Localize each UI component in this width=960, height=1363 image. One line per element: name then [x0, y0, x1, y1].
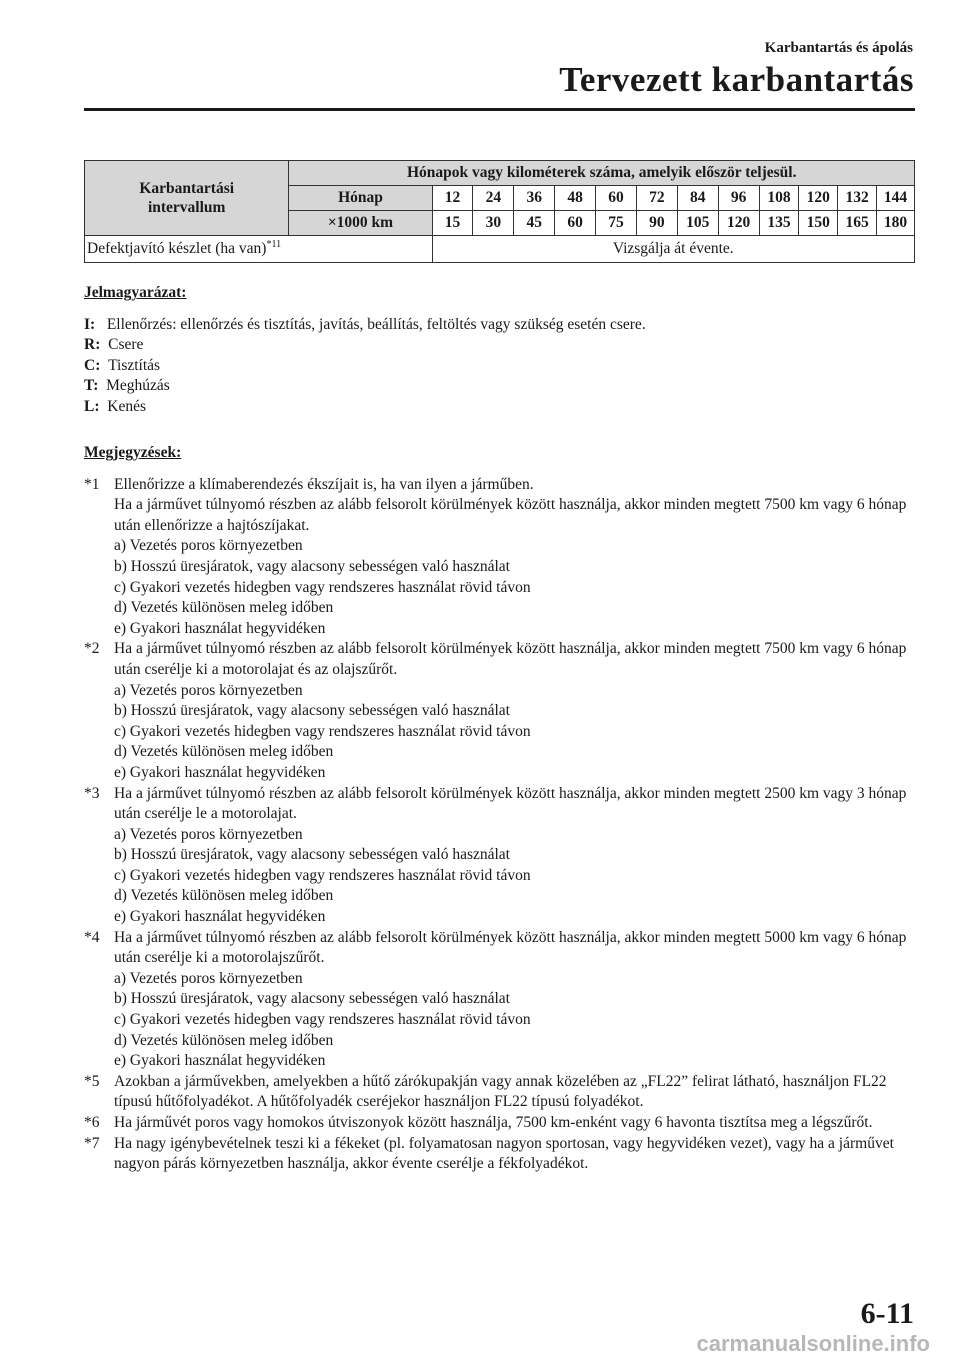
- month-cell: 60: [596, 186, 637, 211]
- condition-item: c) Gyakori vezetés hidegben vagy rendszeres használat rövid távon: [114, 722, 531, 740]
- km-cell: 135: [759, 211, 799, 236]
- month-cell: 12: [432, 186, 473, 211]
- table-header-row: [85, 161, 915, 186]
- note-7: [84, 1134, 914, 1175]
- month-cell: 120: [799, 186, 838, 211]
- month-cell: 144: [877, 186, 915, 211]
- condition-item: e) Gyakori használat hegyvidéken: [114, 1052, 326, 1070]
- condition-item: a) Vezetés poros környezetben: [114, 681, 303, 699]
- note-6: [84, 1113, 914, 1134]
- legend-title: Jelmagyarázat:: [84, 284, 187, 301]
- table-row: [85, 236, 915, 263]
- condition-item: e) Gyakori használat hegyvidéken: [114, 763, 326, 781]
- note-text: Ha járművét poros vagy homokos útviszonyok között használja, 7500 km-enként vagy 6 havonta tisztítsa meg a légszűrőt.: [114, 1114, 873, 1131]
- km-cell: 90: [636, 211, 677, 236]
- note-2: [84, 639, 914, 680]
- km-cell: 60: [555, 211, 596, 236]
- condition-item: c) Gyakori vezetés hidegben vagy rendszeres használat rövid távon: [114, 578, 531, 596]
- legend-text: Csere: [108, 336, 144, 354]
- legend-section: [84, 283, 914, 418]
- condition-item: d) Vezetés különösen meleg időben: [114, 1031, 334, 1049]
- km-cell: 105: [677, 211, 718, 236]
- km-cell: 165: [838, 211, 877, 236]
- km-label: ×1000 km: [289, 211, 432, 236]
- note-mark: *2: [84, 640, 100, 658]
- legend-code: C:: [84, 356, 101, 374]
- note-4: [84, 928, 914, 969]
- note-mark: *5: [84, 1072, 100, 1090]
- km-cell: 45: [514, 211, 555, 236]
- legend-item: [84, 335, 914, 356]
- condition-item: e) Gyakori használat hegyvidéken: [114, 619, 326, 637]
- note-mark: *6: [84, 1114, 100, 1131]
- legend-item: [84, 356, 914, 377]
- page-number: 6-11: [860, 1297, 914, 1330]
- header-rule: [84, 108, 915, 111]
- km-cell: 75: [596, 211, 637, 236]
- note-1: [84, 475, 914, 537]
- month-cell: 132: [838, 186, 877, 211]
- note-text: Ha a járművet túlnyomó részben az alább felsorolt körülmények között használja, akkor minden megtett 2500 km vagy 3 hónap után cserélje le a motorolajat.: [114, 784, 907, 823]
- condition-item: b) Hosszú üresjáratok, vagy alacsony sebességen való használat: [114, 557, 510, 575]
- item-footnote-ref: *11: [266, 238, 282, 250]
- note-mark: *4: [84, 928, 100, 946]
- notes-section: [84, 443, 914, 1175]
- legend-code: R:: [84, 336, 101, 354]
- month-cell: 24: [473, 186, 514, 211]
- legend-item: [84, 397, 914, 418]
- legend-text: Kenés: [107, 397, 146, 415]
- condition-item: b) Hosszú üresjáratok, vagy alacsony sebességen való használat: [114, 990, 510, 1008]
- note-mark: *7: [84, 1134, 100, 1152]
- month-cell: 72: [636, 186, 677, 211]
- km-cell: 15: [432, 211, 473, 236]
- note-3: [84, 784, 914, 825]
- maintenance-table: [84, 160, 915, 263]
- condition-item: d) Vezetés különösen meleg időben: [114, 887, 334, 905]
- legend-item: [84, 315, 914, 336]
- month-label: Hónap: [289, 186, 432, 211]
- legend-code: T:: [84, 377, 99, 395]
- condition-item: a) Vezetés poros környezetben: [114, 537, 303, 555]
- month-cell: 108: [759, 186, 799, 211]
- interval-label-line1: Karbantartási: [139, 180, 235, 197]
- item-name: Defektjavító készlet (ha van): [87, 240, 267, 257]
- condition-item: e) Gyakori használat hegyvidéken: [114, 908, 326, 926]
- km-cell: 150: [799, 211, 838, 236]
- month-cell: 84: [677, 186, 718, 211]
- condition-item: c) Gyakori vezetés hidegben vagy rendszeres használat rövid távon: [114, 1011, 531, 1029]
- condition-item: b) Hosszú üresjáratok, vagy alacsony sebességen való használat: [114, 702, 510, 720]
- page-title: Tervezett karbantartás: [559, 60, 914, 99]
- legend-item: [84, 376, 914, 397]
- note-text: Ha nagy igénybevételnek teszi ki a fékeket (pl. folyamatosan nagyon sportosan, vagy hegyvidéken vezet), vagy ha a járművet nagyon párás környezetben használja, akkor évente cserélje a fékfolyadékot.: [114, 1134, 894, 1173]
- legend-text: Ellenőrzés: ellenőrzés és tisztítás, javítás, beállítás, feltöltés vagy szükség esetén csere.: [106, 315, 646, 333]
- note-text: Ha a járművet túlnyomó részben az alább felsorolt körülmények között használja, akkor minden megtett 7500 km vagy 6 hónap után cserélje ki a motorolajat és az olajszűrőt.: [114, 640, 907, 678]
- table-top-header: Hónapok vagy kilométerek száma, amelyik először teljesül.: [289, 161, 915, 186]
- month-cell: 96: [718, 186, 759, 211]
- km-cell: 30: [473, 211, 514, 236]
- note-text: Azokban a járművekben, amelyekben a hűtő zárókupakján vagy annak közelében az „FL22” felirat látható, használjon FL22 típusú hűtőfolyadékot. A hűtőfolyadék cseréjekor használjon FL22 típusú folyadékot.: [114, 1072, 887, 1111]
- note-5: [84, 1072, 914, 1113]
- legend-code: L:: [84, 397, 100, 415]
- note-text: Ha a járművet túlnyomó részben az alább felsorolt körülmények között használja, akkor minden megtett 5000 km vagy 6 hónap után cserélje ki a motorolajszűrőt.: [114, 928, 907, 967]
- legend-text: Meghúzás: [106, 377, 170, 395]
- month-cell: 48: [555, 186, 596, 211]
- note-text: Ellenőrizze a klímaberendezés ékszíjait is, ha van ilyen a járműben.: [114, 475, 534, 493]
- condition-item: b) Hosszú üresjáratok, vagy alacsony sebességen való használat: [114, 846, 510, 864]
- note-mark: *3: [84, 784, 100, 802]
- condition-item: a) Vezetés poros környezetben: [114, 969, 303, 987]
- notes-title: Megjegyzések:: [84, 444, 182, 461]
- watermark: carmanualsonline.info: [696, 1331, 930, 1356]
- note-text: Ha a járművet túlnyomó részben az alább felsorolt körülmények között használja, akkor minden megtett 7500 km vagy 6 hónap után ellenőrizze a hajtószíjakat.: [114, 496, 907, 534]
- interval-label-cell: [85, 161, 289, 236]
- km-cell: 180: [877, 211, 915, 236]
- condition-item: a) Vezetés poros környezetben: [114, 825, 303, 843]
- interval-label-line2: intervallum: [147, 199, 226, 216]
- section-heading: Karbantartás és ápolás: [764, 40, 913, 56]
- condition-item: c) Gyakori vezetés hidegben vagy rendszeres használat rövid távon: [114, 866, 531, 884]
- item-cell: [85, 236, 433, 263]
- note-mark: *1: [84, 475, 100, 493]
- action-cell: Vizsgálja át évente.: [432, 236, 914, 263]
- month-cell: 36: [514, 186, 555, 211]
- km-cell: 120: [718, 211, 759, 236]
- legend-code: I:: [84, 315, 96, 333]
- condition-item: d) Vezetés különösen meleg időben: [114, 599, 334, 617]
- legend-text: Tisztítás: [108, 356, 161, 374]
- condition-item: d) Vezetés különösen meleg időben: [114, 743, 334, 761]
